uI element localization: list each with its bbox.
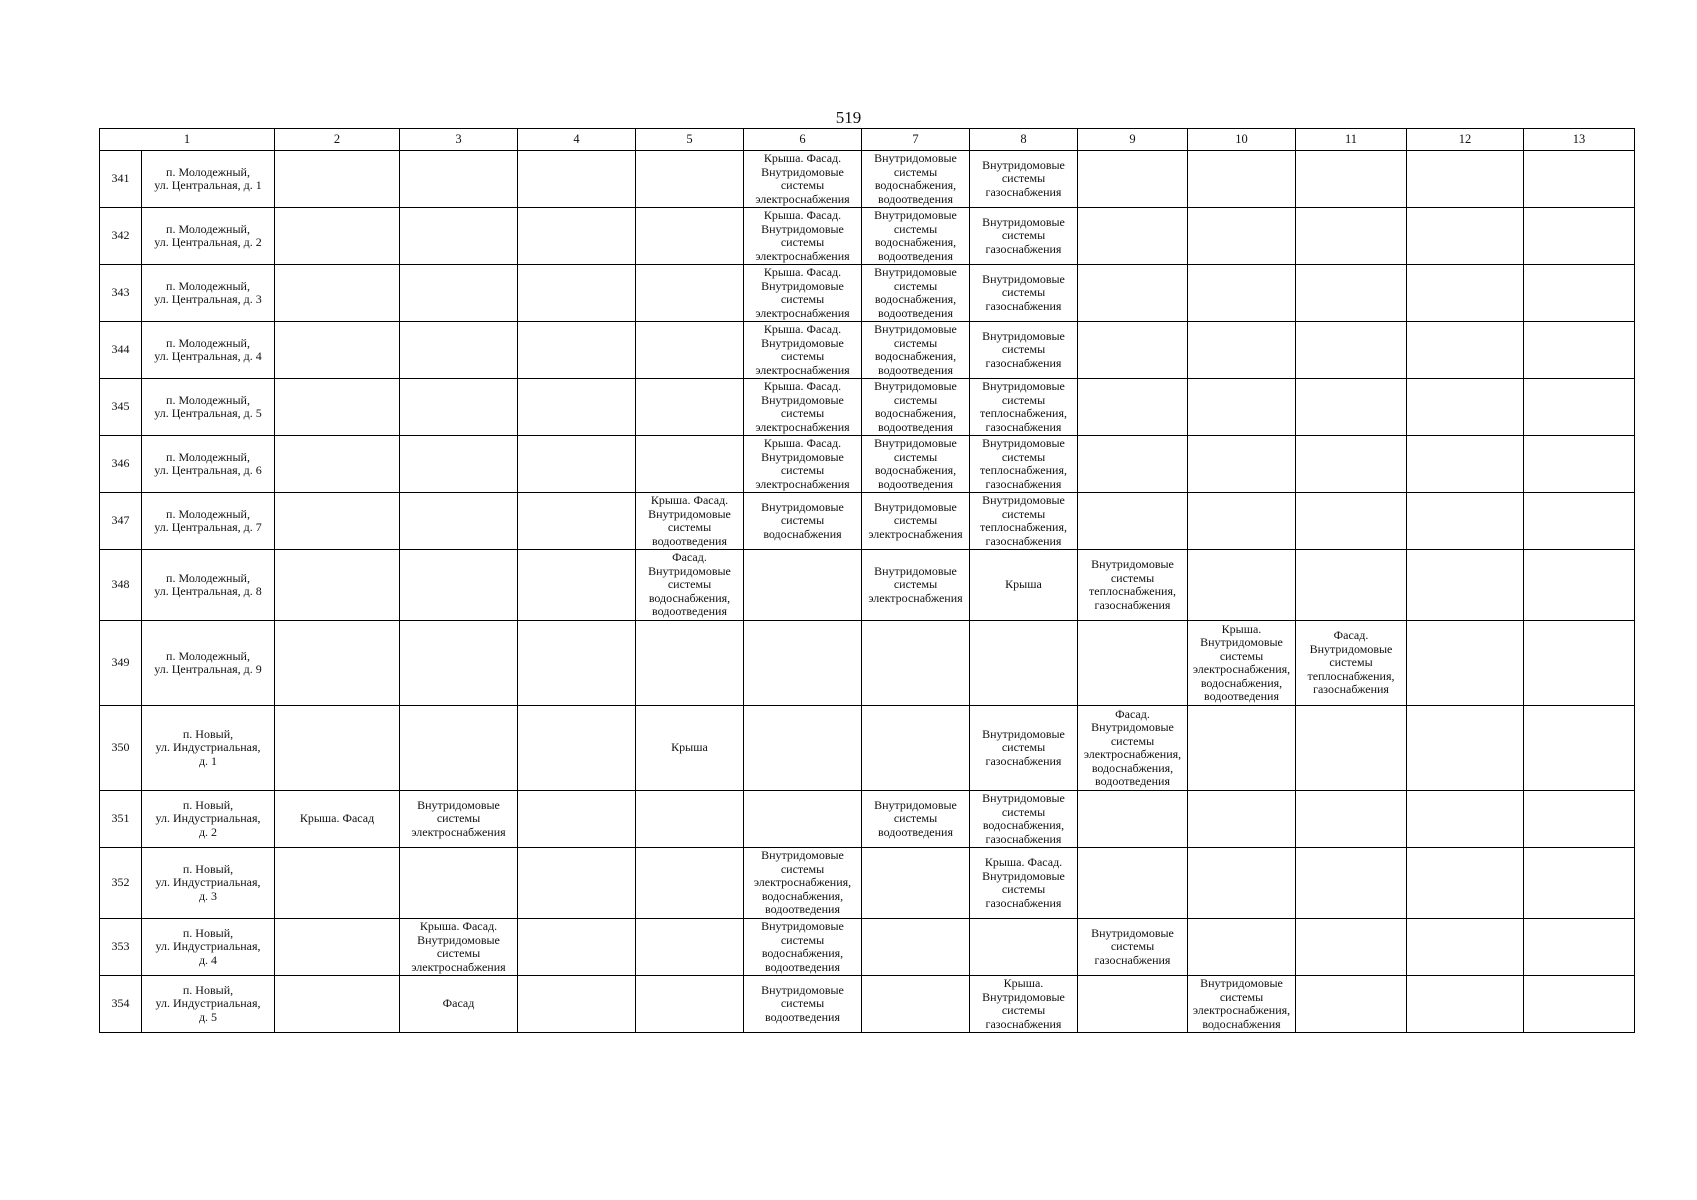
work-cell-col-2: Крыша. Фасад <box>275 791 400 848</box>
work-cell-col-11 <box>1296 791 1407 848</box>
work-cell-col-9 <box>1078 976 1188 1033</box>
row-number: 352 <box>100 848 142 919</box>
work-cell-col-5: Фасад. Внутридомовые системы водоснабжения, водоотведения <box>636 550 744 621</box>
row-number: 343 <box>100 265 142 322</box>
work-cell-col-7: Внутридомовые системы электроснабжения <box>862 493 970 550</box>
column-number-row <box>100 129 1635 151</box>
work-cell-col-10 <box>1188 550 1296 621</box>
work-cell-col-8 <box>970 621 1078 706</box>
work-cell-col-11 <box>1296 436 1407 493</box>
work-cell-col-5 <box>636 621 744 706</box>
work-cell-col-9 <box>1078 621 1188 706</box>
work-cell-col-8: Внутридомовые системы теплоснабжения, газоснабжения <box>970 379 1078 436</box>
work-cell-col-7: Внутридомовые системы электроснабжения <box>862 550 970 621</box>
work-cell-col-9 <box>1078 791 1188 848</box>
address-cell: п. Молодежный, ул. Центральная, д. 2 <box>142 208 275 265</box>
work-cell-col-8: Внутридомовые системы газоснабжения <box>970 322 1078 379</box>
column-number: 3 <box>400 129 518 151</box>
work-cell-col-12 <box>1407 976 1524 1033</box>
work-cell-col-8 <box>970 919 1078 976</box>
work-cell-col-7: Внутридомовые системы водоснабжения, водоотведения <box>862 322 970 379</box>
work-cell-col-8: Внутридомовые системы газоснабжения <box>970 151 1078 208</box>
table-row <box>100 265 1635 322</box>
work-cell-col-4 <box>518 976 636 1033</box>
work-cell-col-11 <box>1296 550 1407 621</box>
work-cell-col-4 <box>518 848 636 919</box>
row-number: 347 <box>100 493 142 550</box>
work-cell-col-10 <box>1188 151 1296 208</box>
work-cell-col-9 <box>1078 493 1188 550</box>
work-cell-col-10 <box>1188 265 1296 322</box>
work-cell-col-4 <box>518 621 636 706</box>
column-number: 6 <box>744 129 862 151</box>
address-cell: п. Молодежный, ул. Центральная, д. 6 <box>142 436 275 493</box>
work-cell-col-12 <box>1407 848 1524 919</box>
table-row <box>100 706 1635 791</box>
work-cell-col-2 <box>275 436 400 493</box>
work-cell-col-5 <box>636 436 744 493</box>
work-cell-col-4 <box>518 379 636 436</box>
work-cell-col-12 <box>1407 493 1524 550</box>
work-cell-col-7: Внутридомовые системы водоотведения <box>862 791 970 848</box>
work-cell-col-8: Внутридомовые системы теплоснабжения, газоснабжения <box>970 493 1078 550</box>
row-number: 348 <box>100 550 142 621</box>
column-number: 2 <box>275 129 400 151</box>
table-row <box>100 550 1635 621</box>
work-cell-col-5 <box>636 848 744 919</box>
work-cell-col-4 <box>518 436 636 493</box>
address-cell: п. Молодежный, ул. Центральная, д. 9 <box>142 621 275 706</box>
table-row <box>100 151 1635 208</box>
work-cell-col-9: Фасад. Внутридомовые системы электроснабжения, водоснабжения, водоотведения <box>1078 706 1188 791</box>
work-cell-col-8: Внутридомовые системы водоснабжения, газоснабжения <box>970 791 1078 848</box>
work-cell-col-3 <box>400 151 518 208</box>
work-cell-col-8: Внутридомовые системы газоснабжения <box>970 208 1078 265</box>
work-cell-col-12 <box>1407 621 1524 706</box>
table-row <box>100 493 1635 550</box>
work-cell-col-7: Внутридомовые системы водоснабжения, водоотведения <box>862 265 970 322</box>
work-cell-col-5 <box>636 379 744 436</box>
row-number: 342 <box>100 208 142 265</box>
work-cell-col-13 <box>1524 550 1635 621</box>
work-cell-col-12 <box>1407 791 1524 848</box>
work-cell-col-8: Внутридомовые системы газоснабжения <box>970 265 1078 322</box>
work-cell-col-7: Внутридомовые системы водоснабжения, водоотведения <box>862 151 970 208</box>
work-cell-col-10 <box>1188 436 1296 493</box>
work-cell-col-3: Крыша. Фасад. Внутридомовые системы электроснабжения <box>400 919 518 976</box>
work-cell-col-5: Крыша. Фасад. Внутридомовые системы водоотведения <box>636 493 744 550</box>
work-cell-col-12 <box>1407 322 1524 379</box>
work-cell-col-11 <box>1296 706 1407 791</box>
work-cell-col-8: Внутридомовые системы теплоснабжения, газоснабжения <box>970 436 1078 493</box>
work-cell-col-6 <box>744 550 862 621</box>
work-cell-col-4 <box>518 265 636 322</box>
work-cell-col-2 <box>275 379 400 436</box>
work-cell-col-9 <box>1078 151 1188 208</box>
work-cell-col-12 <box>1407 379 1524 436</box>
work-cell-col-13 <box>1524 322 1635 379</box>
work-cell-col-13 <box>1524 265 1635 322</box>
work-cell-col-8: Крыша <box>970 550 1078 621</box>
work-cell-col-3 <box>400 550 518 621</box>
work-cell-col-4 <box>518 706 636 791</box>
address-cell: п. Молодежный, ул. Центральная, д. 8 <box>142 550 275 621</box>
column-number: 1 <box>100 129 275 151</box>
work-cell-col-5 <box>636 322 744 379</box>
work-cell-col-9 <box>1078 322 1188 379</box>
work-cell-col-12 <box>1407 706 1524 791</box>
work-cell-col-9 <box>1078 379 1188 436</box>
work-cell-col-13 <box>1524 706 1635 791</box>
work-cell-col-13 <box>1524 791 1635 848</box>
work-cell-col-3: Внутридомовые системы электроснабжения <box>400 791 518 848</box>
work-cell-col-3 <box>400 621 518 706</box>
address-cell: п. Новый, ул. Индустриальная, д. 4 <box>142 919 275 976</box>
work-cell-col-6 <box>744 791 862 848</box>
address-cell: п. Молодежный, ул. Центральная, д. 3 <box>142 265 275 322</box>
work-cell-col-2 <box>275 550 400 621</box>
work-cell-col-2 <box>275 919 400 976</box>
work-cell-col-6: Внутридомовые системы водоснабжения <box>744 493 862 550</box>
address-cell: п. Молодежный, ул. Центральная, д. 1 <box>142 151 275 208</box>
work-cell-col-4 <box>518 151 636 208</box>
work-cell-col-2 <box>275 265 400 322</box>
work-cell-col-9 <box>1078 848 1188 919</box>
column-number: 10 <box>1188 129 1296 151</box>
work-cell-col-3 <box>400 379 518 436</box>
column-number: 7 <box>862 129 970 151</box>
work-cell-col-9: Внутридомовые системы газоснабжения <box>1078 919 1188 976</box>
row-number: 351 <box>100 791 142 848</box>
work-cell-col-10 <box>1188 322 1296 379</box>
work-cell-col-3 <box>400 493 518 550</box>
column-number: 11 <box>1296 129 1407 151</box>
work-cell-col-7 <box>862 621 970 706</box>
column-number: 5 <box>636 129 744 151</box>
work-cell-col-13 <box>1524 151 1635 208</box>
work-cell-col-2 <box>275 621 400 706</box>
work-cell-col-9: Внутридомовые системы теплоснабжения, газоснабжения <box>1078 550 1188 621</box>
work-cell-col-6: Внутридомовые системы водоотведения <box>744 976 862 1033</box>
work-cell-col-2 <box>275 493 400 550</box>
work-cell-col-12 <box>1407 436 1524 493</box>
work-cell-col-6: Внутридомовые системы водоснабжения, водоотведения <box>744 919 862 976</box>
work-cell-col-11 <box>1296 919 1407 976</box>
address-cell: п. Новый, ул. Индустриальная, д. 1 <box>142 706 275 791</box>
table-row <box>100 621 1635 706</box>
address-cell: п. Молодежный, ул. Центральная, д. 4 <box>142 322 275 379</box>
work-cell-col-10: Крыша. Внутридомовые системы электроснабжения, водоснабжения, водоотведения <box>1188 621 1296 706</box>
work-cell-col-5: Крыша <box>636 706 744 791</box>
row-number: 354 <box>100 976 142 1033</box>
column-number: 4 <box>518 129 636 151</box>
work-cell-col-11 <box>1296 493 1407 550</box>
address-cell: п. Молодежный, ул. Центральная, д. 7 <box>142 493 275 550</box>
page-number: 519 <box>835 108 862 127</box>
work-cell-col-11 <box>1296 322 1407 379</box>
work-cell-col-10: Внутридомовые системы электроснабжения, водоснабжения <box>1188 976 1296 1033</box>
row-number: 353 <box>100 919 142 976</box>
work-cell-col-4 <box>518 493 636 550</box>
table-row <box>100 436 1635 493</box>
table-row <box>100 322 1635 379</box>
work-cell-col-5 <box>636 919 744 976</box>
work-cell-col-6: Крыша. Фасад. Внутридомовые системы электроснабжения <box>744 436 862 493</box>
table-row <box>100 976 1635 1033</box>
table-row <box>100 379 1635 436</box>
table-row <box>100 848 1635 919</box>
work-cell-col-3 <box>400 436 518 493</box>
work-cell-col-7 <box>862 976 970 1033</box>
work-cell-col-4 <box>518 322 636 379</box>
work-cell-col-6: Крыша. Фасад. Внутридомовые системы электроснабжения <box>744 208 862 265</box>
row-number: 345 <box>100 379 142 436</box>
work-cell-col-4 <box>518 919 636 976</box>
work-cell-col-13 <box>1524 848 1635 919</box>
address-cell: п. Новый, ул. Индустриальная, д. 2 <box>142 791 275 848</box>
repair-schedule-table <box>99 128 1635 1033</box>
work-cell-col-5 <box>636 208 744 265</box>
work-cell-col-5 <box>636 265 744 322</box>
work-cell-col-10 <box>1188 919 1296 976</box>
column-number: 13 <box>1524 129 1635 151</box>
work-cell-col-13 <box>1524 976 1635 1033</box>
work-cell-col-12 <box>1407 151 1524 208</box>
work-cell-col-3 <box>400 265 518 322</box>
work-cell-col-2 <box>275 706 400 791</box>
work-cell-col-3: Фасад <box>400 976 518 1033</box>
work-cell-col-13 <box>1524 379 1635 436</box>
work-cell-col-3 <box>400 208 518 265</box>
work-cell-col-2 <box>275 208 400 265</box>
work-cell-col-5 <box>636 976 744 1033</box>
work-cell-col-7 <box>862 919 970 976</box>
work-cell-col-13 <box>1524 436 1635 493</box>
work-cell-col-11 <box>1296 848 1407 919</box>
work-cell-col-6: Крыша. Фасад. Внутридомовые системы электроснабжения <box>744 265 862 322</box>
work-cell-col-4 <box>518 550 636 621</box>
work-cell-col-8: Внутридомовые системы газоснабжения <box>970 706 1078 791</box>
work-cell-col-4 <box>518 791 636 848</box>
column-number: 9 <box>1078 129 1188 151</box>
work-cell-col-12 <box>1407 550 1524 621</box>
work-cell-col-3 <box>400 322 518 379</box>
work-cell-col-12 <box>1407 208 1524 265</box>
work-cell-col-10 <box>1188 706 1296 791</box>
work-cell-col-13 <box>1524 919 1635 976</box>
work-cell-col-12 <box>1407 265 1524 322</box>
work-cell-col-9 <box>1078 208 1188 265</box>
row-number: 341 <box>100 151 142 208</box>
work-cell-col-2 <box>275 848 400 919</box>
work-cell-col-2 <box>275 322 400 379</box>
work-cell-col-7 <box>862 848 970 919</box>
work-cell-col-10 <box>1188 208 1296 265</box>
work-cell-col-11 <box>1296 976 1407 1033</box>
work-cell-col-9 <box>1078 265 1188 322</box>
work-cell-col-11 <box>1296 379 1407 436</box>
work-cell-col-3 <box>400 848 518 919</box>
work-cell-col-5 <box>636 151 744 208</box>
column-number: 12 <box>1407 129 1524 151</box>
work-cell-col-5 <box>636 791 744 848</box>
row-number: 344 <box>100 322 142 379</box>
work-cell-col-6 <box>744 621 862 706</box>
work-cell-col-7: Внутридомовые системы водоснабжения, водоотведения <box>862 379 970 436</box>
work-cell-col-6 <box>744 706 862 791</box>
table-row <box>100 791 1635 848</box>
work-cell-col-11 <box>1296 151 1407 208</box>
address-cell: п. Молодежный, ул. Центральная, д. 5 <box>142 379 275 436</box>
work-cell-col-7: Внутридомовые системы водоснабжения, водоотведения <box>862 208 970 265</box>
work-cell-col-6: Внутридомовые системы электроснабжения, водоснабжения, водоотведения <box>744 848 862 919</box>
address-cell: п. Новый, ул. Индустриальная, д. 3 <box>142 848 275 919</box>
work-cell-col-11 <box>1296 208 1407 265</box>
table-row <box>100 919 1635 976</box>
work-cell-col-3 <box>400 706 518 791</box>
row-number: 350 <box>100 706 142 791</box>
work-cell-col-7 <box>862 706 970 791</box>
work-cell-col-7: Внутридомовые системы водоснабжения, водоотведения <box>862 436 970 493</box>
work-cell-col-6: Крыша. Фасад. Внутридомовые системы электроснабжения <box>744 322 862 379</box>
work-cell-col-2 <box>275 151 400 208</box>
address-cell: п. Новый, ул. Индустриальная, д. 5 <box>142 976 275 1033</box>
work-cell-col-6: Крыша. Фасад. Внутридомовые системы электроснабжения <box>744 379 862 436</box>
work-cell-col-10 <box>1188 493 1296 550</box>
table-row <box>100 208 1635 265</box>
work-cell-col-13 <box>1524 621 1635 706</box>
work-cell-col-11 <box>1296 265 1407 322</box>
work-cell-col-4 <box>518 208 636 265</box>
work-cell-col-13 <box>1524 493 1635 550</box>
column-number: 8 <box>970 129 1078 151</box>
work-cell-col-12 <box>1407 919 1524 976</box>
work-cell-col-13 <box>1524 208 1635 265</box>
work-cell-col-9 <box>1078 436 1188 493</box>
row-number: 349 <box>100 621 142 706</box>
work-cell-col-10 <box>1188 379 1296 436</box>
work-cell-col-2 <box>275 976 400 1033</box>
work-cell-col-11: Фасад. Внутридомовые системы теплоснабжения, газоснабжения <box>1296 621 1407 706</box>
work-cell-col-6: Крыша. Фасад. Внутридомовые системы электроснабжения <box>744 151 862 208</box>
row-number: 346 <box>100 436 142 493</box>
work-cell-col-10 <box>1188 848 1296 919</box>
work-cell-col-8: Крыша. Фасад. Внутридомовые системы газоснабжения <box>970 848 1078 919</box>
work-cell-col-10 <box>1188 791 1296 848</box>
work-cell-col-8: Крыша. Внутридомовые системы газоснабжения <box>970 976 1078 1033</box>
